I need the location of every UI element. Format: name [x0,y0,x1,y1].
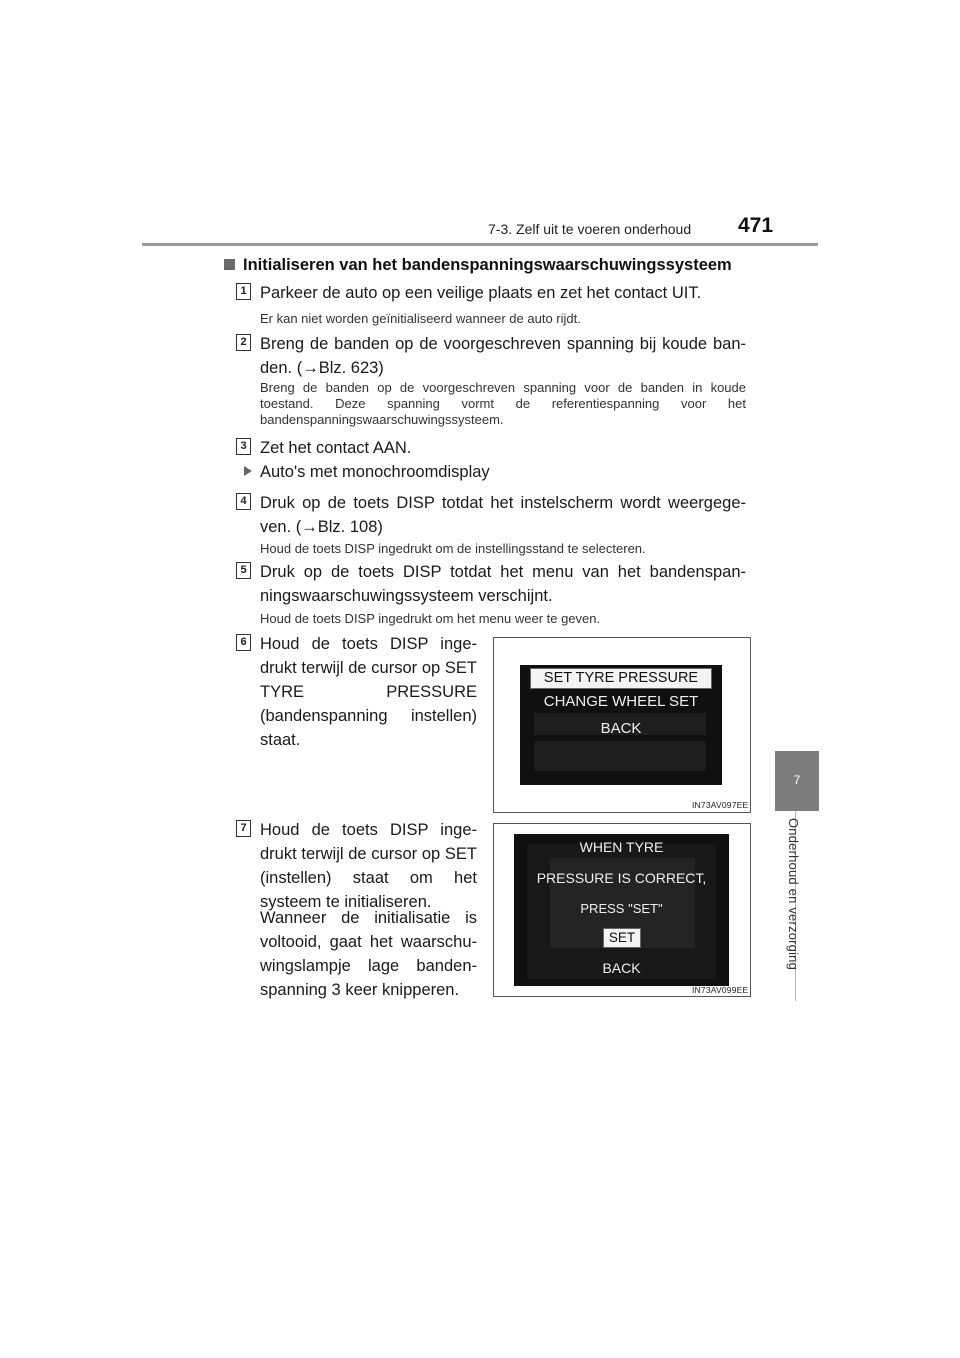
step-text: Zet het contact AAN. [260,439,412,457]
section-title [224,256,732,275]
vehicle-variant-text: Auto's met monochroomdisplay [260,463,490,481]
vehicle-variant-label [244,463,490,482]
set-selected-item: SET [603,928,641,948]
step-text-continued: Wanneer de initialisatie is voltooid, gaat het waarschu-wingslampje lage banden-spanning 3 keer knipperen. [260,909,477,999]
figure-code: IN73AV097EE [692,800,749,810]
triangle-bullet-icon [244,466,252,476]
step-text: Houd de toets DISP inge-drukt terwijl de cursor op SET TYRE PRESSURE (bandenspanning instellen) staat. [260,635,477,749]
display-figure-confirm [493,823,751,997]
display-screen [514,834,729,986]
step-number: 6 [236,634,251,651]
step-number: 7 [236,820,251,837]
chapter-label: Onderhoud en verzorging [786,818,801,971]
menu-option: BACK [600,720,642,737]
menu-option: CHANGE WHEEL SET [543,693,699,710]
back-option: BACK [602,960,641,976]
chapter-number: 7 [793,773,801,787]
step-number: 2 [236,334,251,351]
step-note: Houd de toets DISP ingedrukt om de instellingsstand te selecteren. [260,541,646,556]
step-text: Druk op de toets DISP totdat het instelscherm wordt weergege-ven. (→Blz. 108) [260,494,746,536]
step-text: Houd de toets DISP inge-drukt terwijl de cursor op SET (instellen) staat om het systeem te initialiseren. [260,821,477,911]
step-note: Er kan niet worden geïnitialiseerd wanneer de auto rijdt. [260,311,581,326]
step-text: Druk op de toets DISP totdat het menu van het bandenspan-ningswaarschuwingssysteem verschijnt. [260,563,746,605]
section-title-text: Initialiseren van het bandenspanningswaarschuwingssysteem [243,256,732,274]
message-line: PRESSURE IS CORRECT, [536,870,707,886]
message-line: PRESS "SET" [580,901,663,916]
chapter-tab [775,751,819,811]
header-rule [142,243,818,246]
menu-selected-item: SET TYRE PRESSURE [530,668,712,689]
step-note: Breng de banden op de voorgeschreven spanning voor de banden in koude toestand. Deze spanning vormt de referentiespanning voor het bandenspanningswaarschuwingssysteem. [260,380,746,427]
step-text: Parkeer de auto op een veilige plaats en zet het contact UIT. [260,284,702,302]
step-text: Breng de banden op de voorgeschreven spanning bij koude ban-den. (→Blz. 623) [260,335,746,377]
step-number: 5 [236,562,251,579]
screen-band [534,741,706,771]
step-number: 3 [236,438,251,455]
display-figure-menu [493,637,751,813]
display-screen [520,665,722,785]
square-bullet-icon [224,259,235,270]
running-header-section: 7-3. Zelf uit te voeren onderhoud [488,221,692,237]
step-number: 1 [236,283,251,300]
message-line: WHEN TYRE [579,839,664,855]
page-number: 471 [738,214,774,237]
figure-code: IN73AV099EE [692,985,749,995]
step-note: Houd de toets DISP ingedrukt om het menu weer te geven. [260,611,601,626]
step-number: 4 [236,493,251,510]
